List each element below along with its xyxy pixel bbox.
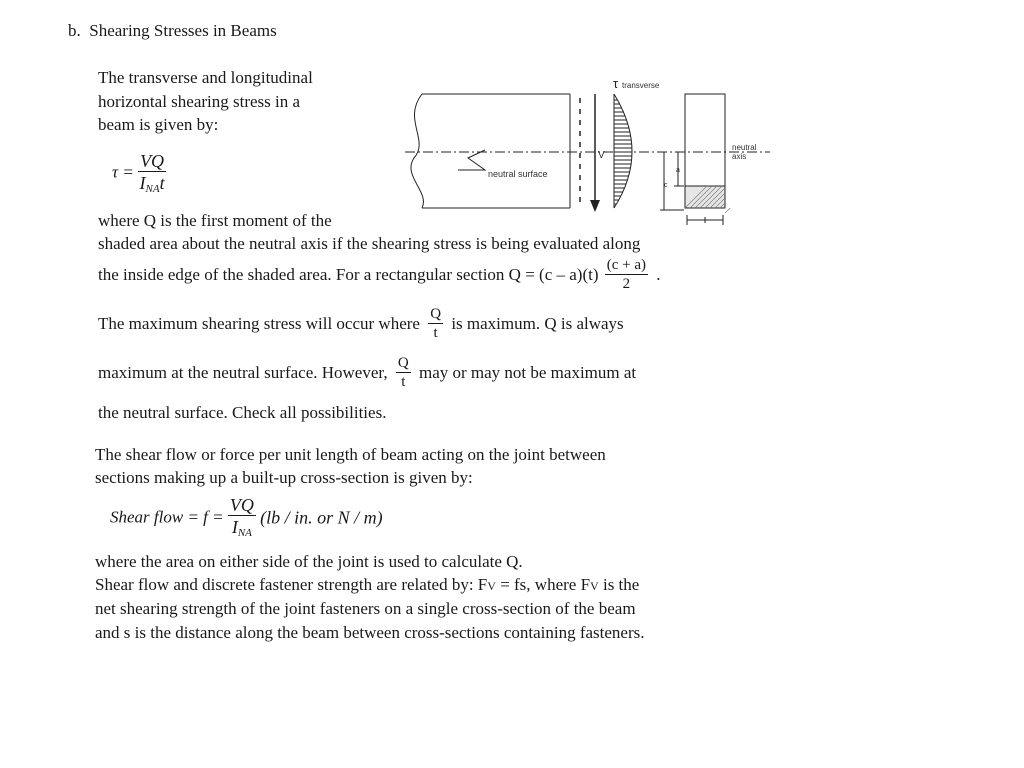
shear-flow-den bbox=[228, 516, 256, 539]
max-stress-line-2 bbox=[98, 356, 636, 390]
rect-q-fraction bbox=[605, 258, 648, 292]
beam-segment bbox=[411, 94, 570, 208]
rect-q-period: . bbox=[656, 265, 661, 284]
shear-flow-line-2: sections making up a built-up cross-section is given by: bbox=[95, 468, 473, 487]
max-stress-line-1 bbox=[98, 307, 624, 341]
t-den: t bbox=[433, 325, 438, 341]
shear-flow-after-3: net shearing strength of the joint fasteners on a single cross-section of the beam bbox=[95, 599, 636, 618]
beam-shear-diagram bbox=[400, 70, 780, 230]
area-hatch-line bbox=[725, 208, 730, 213]
formula-numerator: VQ bbox=[140, 151, 165, 171]
rect-q-num: (c + a) bbox=[606, 257, 647, 273]
rect-q-text: the inside edge of the shaded area. For a rectangular section Q = (c – a)(t) bbox=[98, 265, 599, 284]
q-over-t-fraction bbox=[428, 307, 443, 341]
q-over-t-fraction-2 bbox=[396, 356, 411, 390]
den-sub: NA bbox=[145, 183, 160, 195]
tau-symbol: τ bbox=[613, 76, 619, 91]
however-post: may or may not be maximum at bbox=[418, 363, 637, 382]
neutral-surface-pointer bbox=[458, 150, 485, 170]
intro-line-1: The transverse and longitudinal bbox=[98, 68, 313, 87]
shear-flow-after-4: and s is the distance along the beam between cross-sections containing fasteners. bbox=[95, 623, 645, 642]
den-i: I bbox=[139, 173, 146, 193]
shear-flow-after-1: where the area on either side of the joint is used to calculate Q. bbox=[95, 552, 523, 571]
sf-den-sub: NA bbox=[237, 527, 252, 539]
sf-den-i: I bbox=[231, 517, 238, 537]
max-stress-post: is maximum. Q is always bbox=[451, 314, 624, 333]
beam-break-line bbox=[411, 94, 423, 208]
fv-sub-1: V bbox=[487, 579, 496, 593]
where-q-line-1: where Q is the first moment of the bbox=[98, 211, 332, 230]
shear-flow-num: VQ bbox=[229, 495, 254, 515]
shear-flow-fraction bbox=[228, 496, 256, 539]
formula-lhs: τ = bbox=[112, 162, 134, 182]
intro-line-3: beam is given by: bbox=[98, 115, 219, 134]
however-pre: maximum at the neutral surface. However, bbox=[98, 363, 388, 382]
intro-line-2: horizontal shearing stress in a bbox=[98, 92, 301, 111]
shear-force-arrowhead bbox=[590, 200, 600, 212]
fv-text-c: is the bbox=[598, 575, 640, 594]
shear-flow-line-1: The shear flow or force per unit length of beam acting on the joint between bbox=[95, 445, 606, 464]
stress-hatch-lines bbox=[614, 100, 632, 204]
den-t: t bbox=[159, 173, 165, 193]
c-label: c bbox=[664, 182, 668, 189]
stress-parabola bbox=[614, 94, 632, 208]
fv-text-a: Shear flow and discrete fastener strength are related by: F bbox=[95, 575, 488, 594]
section-marker: b. bbox=[68, 21, 81, 40]
shear-flow-units: (lb / in. or N / m) bbox=[260, 507, 383, 528]
section-heading bbox=[68, 20, 277, 42]
t-den-2: t bbox=[401, 374, 406, 390]
a-label: a bbox=[676, 167, 680, 174]
where-q-line-2: shaded area about the neutral axis if the shearing stress is being evaluated along bbox=[98, 234, 641, 253]
neutral-surface-label: neutral surface bbox=[488, 169, 548, 179]
fv-text-b: = fs, where F bbox=[495, 575, 591, 594]
formula-fraction bbox=[138, 152, 166, 195]
shear-flow-lhs: Shear flow = f = bbox=[110, 507, 224, 527]
q-num: Q bbox=[430, 306, 442, 322]
shear-flow-after-2 bbox=[95, 574, 639, 597]
q-num-2: Q bbox=[397, 355, 409, 371]
neutral-axis-label-1: neutral bbox=[732, 143, 757, 152]
shear-stress-formula bbox=[112, 152, 166, 195]
max-stress-pre: The maximum shearing stress will occur where bbox=[98, 314, 420, 333]
fv-sub-2: V bbox=[590, 579, 599, 593]
section-title: Shearing Stresses in Beams bbox=[89, 21, 277, 40]
neutral-axis-label-2: axis bbox=[732, 152, 747, 161]
rect-q-den: 2 bbox=[622, 276, 631, 292]
shear-flow-formula bbox=[110, 496, 383, 539]
transverse-label: transverse bbox=[622, 81, 660, 90]
where-q-line-3 bbox=[98, 258, 661, 292]
formula-denominator bbox=[138, 172, 166, 195]
v-label: V bbox=[598, 150, 605, 161]
max-stress-line-3: the neutral surface. Check all possibilities. bbox=[98, 403, 387, 422]
